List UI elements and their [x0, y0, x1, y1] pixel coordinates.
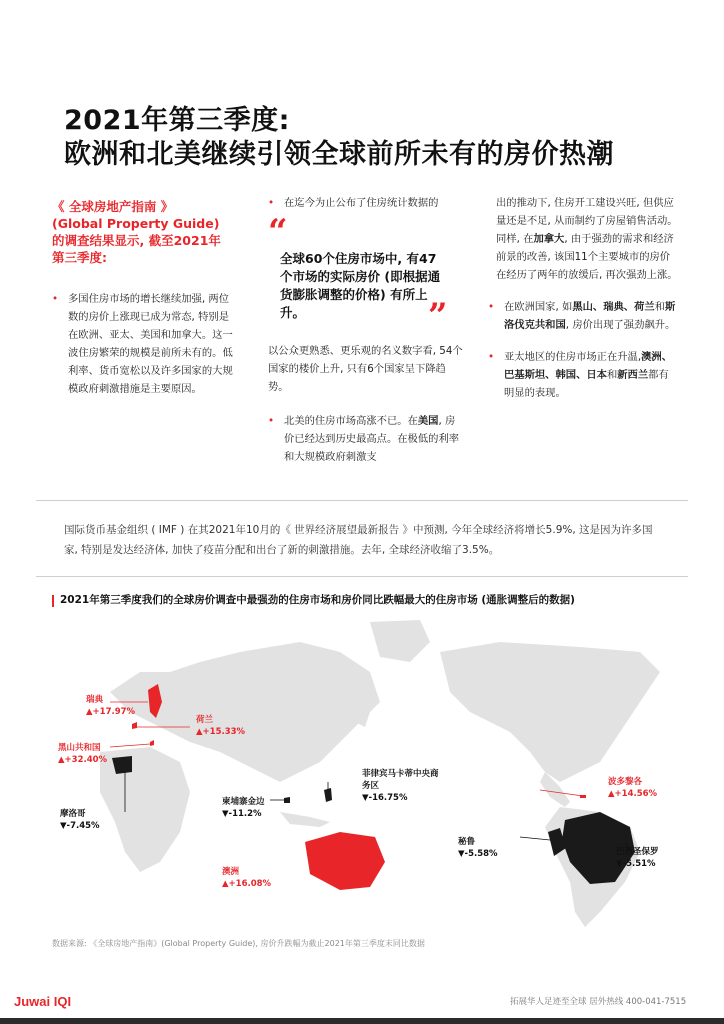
footer-hotline: 拓展华人足迹至全球 居外热线 400-041-7515 — [510, 997, 687, 1007]
bottom-bar — [0, 1018, 724, 1024]
netherlands-shape — [132, 722, 137, 729]
label-puerto-rico: 波多黎各 ▲+14.56% — [608, 777, 658, 799]
bullet-asia-pacific: • 亚太地区的住房市场正在升温,澳洲、巴基斯坦、韩国、日本和新西兰都有明显的表现。 — [488, 348, 678, 402]
quote-close-mark: ” — [428, 296, 448, 336]
column-3 — [488, 194, 678, 402]
montenegro-shape — [150, 740, 154, 746]
column-1 — [52, 290, 238, 398]
label-peru: 秘鲁 ▼-5.58% — [458, 837, 498, 859]
label-philippines: 菲律宾马卡蒂中央商务区 ▼-16.75% — [362, 769, 439, 803]
data-source-note: 数据来源: 《全球房地产指南》(Global Property Guide), 房价升跌幅为截止2021年第三季度末同比数据 — [52, 939, 425, 948]
bullet-north-america: • 北美的住房市场高涨不已。在美国, 房价已经达到历史最高点。在极低的利率和大规模政府刺激支 — [268, 412, 463, 466]
quote-open-mark: “ — [268, 212, 288, 252]
label-sweden: 瑞典 ▲+17.97% — [86, 695, 136, 717]
map-title: 2021年第三季度我们的全球房价调查中最强劲的住房市场和房价同比跌幅最大的住房市场 (通胀调整后的数据) — [60, 594, 575, 606]
label-netherlands: 荷兰 ▲+15.33% — [196, 715, 246, 737]
bullet-europe: • 在欧洲国家, 如黑山、瑞典、荷兰和斯洛伐克共和国, 房价出现了强劲飙升。 — [488, 298, 678, 334]
intro-heading: 《 全球房地产指南 》 (Global Property Guide) 的调查结果显示, 截至2021年第三季度: — [52, 199, 221, 265]
pull-quote: 全球60个住房市场中, 有47个市场的实际房价 (即根据通货膨胀调整的价格) 有所上升。 — [280, 251, 441, 320]
label-montenegro: 黑山共和国 ▲+32.40% — [58, 743, 108, 765]
title-line-1: 2021年第三季度: — [64, 105, 290, 136]
bullet-statistics: • 在迄今为止公布了住房统计数据的 — [268, 194, 463, 212]
label-cambodia: 柬埔寨金边 ▼-11.2% — [222, 797, 265, 819]
page-title — [64, 104, 614, 172]
nominal-paragraph: 以公众更熟悉、更乐观的名义数字看, 54个国家的楼价上升, 只有6个国家呈下降趋势。 — [268, 345, 463, 393]
column-2 — [268, 194, 463, 212]
imf-paragraph: 国际货币基金组织 ( IMF ) 在其2021年10月的《 世界经济展望最新报告 》中预测, 今年全球经济将增长5.9%, 这是因为许多国家, 特别是发达经济体, 加快了疫苗分配和出台了新的刺激措施。去年, 全球经济收缩了3.5%。 — [64, 524, 653, 556]
indonesia-shape — [280, 812, 330, 827]
supply-paragraph: 出的推动下, 住房开工建设兴旺, 但供应量还是不足, 从而制约了房屋销售活动。同样, 在加拿大, 由于强劲的需求和经济前景的改善, 该国11个主要城市的房价在经历了两年的放缓后, 再次强劲上涨。 — [496, 197, 678, 281]
philippines-shape — [324, 788, 332, 802]
map-title-marker — [52, 595, 54, 607]
title-line-2: 欧洲和北美继续引领全球前所未有的房价热潮 — [64, 139, 614, 170]
column-2-lower — [268, 342, 463, 466]
label-brazil: 巴西圣保罗 ▼-5.51% — [616, 847, 659, 869]
label-australia: 澳洲 ▲+16.08% — [222, 867, 272, 889]
north-america-shape — [440, 642, 660, 782]
section-divider-2 — [36, 576, 688, 577]
juwai-iqi-logo: Juwai IQI — [14, 994, 72, 1009]
section-divider — [36, 500, 688, 501]
greenland-shape — [370, 620, 430, 662]
label-morocco: 摩洛哥 ▼-7.45% — [60, 809, 100, 831]
australia-shape — [305, 832, 385, 890]
africa-shape — [100, 747, 190, 872]
bullet-growth: • 多国住房市场的增长继续加强, 两位数的房价上涨现已成为常态, 特别是在欧洲、亚太、美国和加拿大。这一波住房繁荣的规模是前所未有的。低利率、货币宽松以及许多国家的大规模政府刺激措施是主要原因。 — [52, 290, 238, 398]
